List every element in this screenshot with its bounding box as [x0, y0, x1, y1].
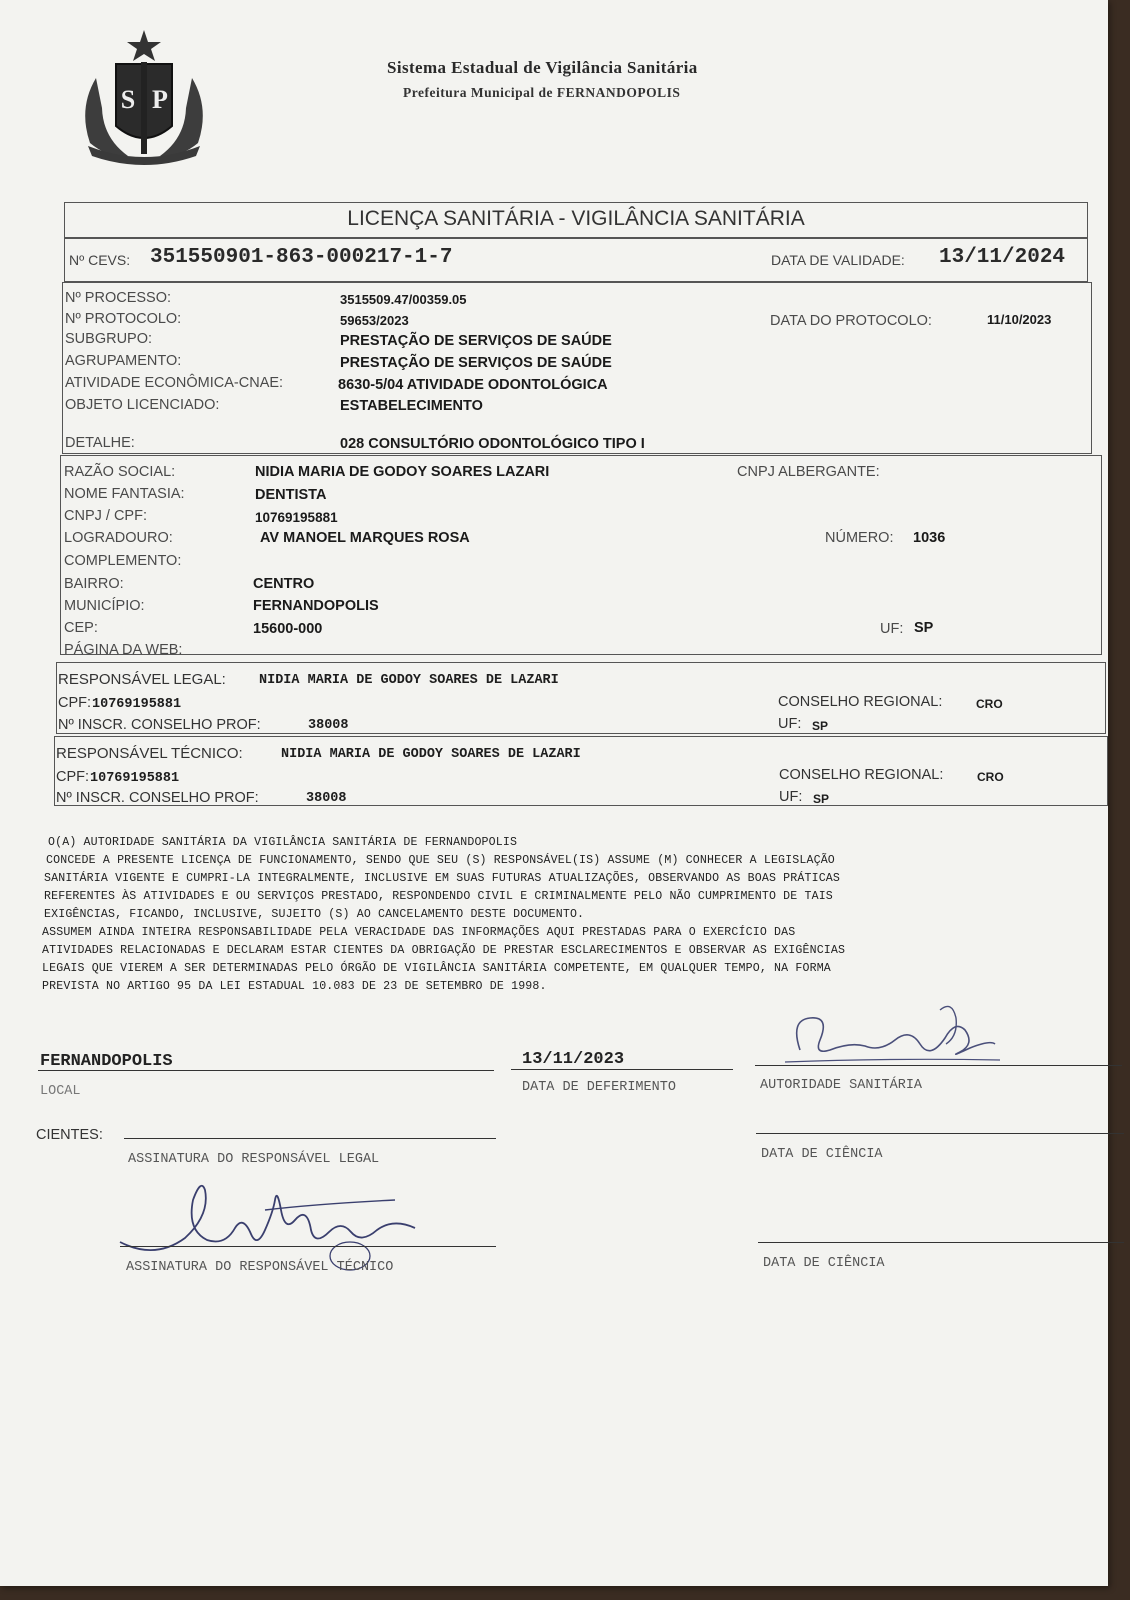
data-protocolo-value: 11/10/2023 — [987, 312, 1052, 327]
resp-legal-uf: SP — [812, 719, 829, 733]
validity-value: 13/11/2024 — [939, 246, 1066, 269]
cnpj-label: CNPJ / CPF: — [64, 508, 147, 524]
local-line — [38, 1070, 494, 1071]
validity-label: DATA DE VALIDADE: — [771, 252, 905, 268]
razao-label: RAZÃO SOCIAL: — [64, 464, 176, 480]
cevs-value: 351550901-863-000217-1-7 — [150, 246, 453, 269]
local-value: FERNANDOPOLIS — [40, 1052, 173, 1071]
municipio-value: FERNANDOPOLIS — [253, 598, 379, 614]
resp-tecnico-conselho: CRO — [977, 770, 1004, 784]
legal-line: EXIGÊNCIAS, FICANDO, INCLUSIVE, SUJEITO (S) AO CANCELAMENTO DESTE DOCUMENTO. — [44, 908, 585, 921]
processo-label: Nº PROCESSO: — [65, 290, 172, 306]
resp-tecnico-label: RESPONSÁVEL TÉCNICO: — [56, 745, 243, 762]
resp-legal-sign-label: ASSINATURA DO RESPONSÁVEL LEGAL — [128, 1152, 380, 1167]
resp-legal-inscr: 38008 — [308, 718, 349, 733]
logradouro-value: AV MANOEL MARQUES ROSA — [260, 530, 470, 546]
processo-value: 3515509.47/00359.05 — [340, 292, 467, 307]
legal-line: PREVISTA NO ARTIGO 95 DA LEI ESTADUAL 10.083 DE 23 DE SETEMBRO DE 1998. — [42, 980, 547, 993]
resp-tecnico-uf-label: UF: — [779, 789, 803, 805]
prefecture-title: Prefeitura Municipal de FERNANDOPOLIS — [403, 85, 681, 100]
deferimento-label: DATA DE DEFERIMENTO — [522, 1080, 676, 1095]
cep-value: 15600-000 — [253, 621, 323, 637]
legal-line: LEGAIS QUE VIEREM A SER DETERMINADAS PELO ÓRGÃO DE VIGILÂNCIA SANITÁRIA COMPETENTE, EM QUALQUER TEMPO, NA FORMA — [42, 962, 831, 975]
bairro-label: BAIRRO: — [64, 576, 124, 592]
fantasia-value: DENTISTA — [255, 487, 327, 503]
cnae-label: ATIVIDADE ECONÔMICA-CNAE: — [65, 375, 284, 391]
web-label: PÁGINA DA WEB: — [64, 642, 183, 658]
resp-legal-cpf-label: CPF: — [58, 695, 92, 711]
resp-legal-uf-label: UF: — [778, 716, 802, 732]
objeto-label: OBJETO LICENCIADO: — [65, 397, 220, 413]
cnpj-value: 10769195881 — [255, 510, 338, 525]
resp-tecnico-inscr-label: Nº INSCR. CONSELHO PROF: — [56, 790, 259, 806]
resp-tecnico-cpf: 10769195881 — [90, 771, 180, 786]
protocolo-value: 59653/2023 — [340, 313, 409, 328]
detalhe-value: 028 CONSULTÓRIO ODONTOLÓGICO TIPO I — [340, 436, 645, 452]
resp-legal-label: RESPONSÁVEL LEGAL: — [58, 671, 226, 688]
uf-label: UF: — [880, 621, 904, 637]
resp-legal-cpf: 10769195881 — [92, 697, 182, 712]
data-ciencia-label-1: DATA DE CIÊNCIA — [761, 1147, 883, 1162]
coat-letter-p: P — [152, 85, 168, 114]
detalhe-label: DETALHE: — [65, 435, 135, 451]
agrupamento-value: PRESTAÇÃO DE SERVIÇOS DE SAÚDE — [340, 355, 612, 371]
legal-line: ASSUMEM AINDA INTEIRA RESPONSABILIDADE PELA VERACIDADE DAS INFORMAÇÕES AQUI PRESTADAS PARA O EXERCÍCIO DAS — [42, 926, 796, 939]
uf-value: SP — [914, 620, 934, 636]
local-label: LOCAL — [40, 1084, 81, 1099]
resp-tecnico-sign-line — [120, 1246, 496, 1247]
resp-legal-conselho: CRO — [976, 697, 1003, 711]
sp-coat-of-arms-icon — [68, 28, 220, 168]
resp-tecnico-sign-label: ASSINATURA DO RESPONSÁVEL TÉCNICO — [126, 1260, 394, 1275]
legal-line: REFERENTES ÀS ATIVIDADES E OU SERVIÇOS PRESTADO, RESPONDENDO CIVIL E CRIMINALMENTE PELO NÃO CUMPRIMENTO DE TAIS — [44, 890, 833, 903]
resp-tecnico-conselho-label: CONSELHO REGIONAL: — [779, 767, 944, 783]
logradouro-label: LOGRADOURO: — [64, 530, 173, 546]
cientes-label: CIENTES: — [36, 1127, 103, 1143]
license-title: LICENÇA SANITÁRIA - VIGILÂNCIA SANITÁRIA — [347, 207, 805, 230]
subgrupo-label: SUBGRUPO: — [65, 331, 153, 347]
legal-line: CONCEDE A PRESENTE LICENÇA DE FUNCIONAMENTO, SENDO QUE SEU (S) RESPONSÁVEL(IS) ASSUME (M) CONHECER A LEGISLAÇÃO — [46, 854, 835, 867]
legal-line: ATIVIDADES RELACIONADAS E DECLARAM ESTAR CIENTES DA OBRIGAÇÃO DE PRESTAR ESCLARECIMENTOS E OBSERVAR AS EXIGÊNCIAS — [42, 944, 846, 957]
numero-label: NÚMERO: — [825, 530, 894, 546]
resp-tecnico-cpf-label: CPF: — [56, 769, 90, 785]
agrupamento-label: AGRUPAMENTO: — [65, 353, 182, 369]
resp-tecnico-inscr: 38008 — [306, 791, 347, 806]
resp-tecnico-uf: SP — [813, 792, 830, 806]
data-ciencia-label-2: DATA DE CIÊNCIA — [763, 1256, 885, 1271]
razao-value: NIDIA MARIA DE GODOY SOARES LAZARI — [255, 464, 550, 480]
bairro-value: CENTRO — [253, 576, 315, 592]
resp-tecnico-name: NIDIA MARIA DE GODOY SOARES DE LAZARI — [281, 747, 581, 762]
system-title: Sistema Estadual de Vigilância Sanitária — [387, 58, 698, 77]
protocolo-label: Nº PROTOCOLO: — [65, 311, 182, 327]
coat-letter-s: S — [120, 85, 136, 114]
cevs-label: Nº CEVS: — [69, 252, 131, 268]
license-title-box — [64, 202, 1088, 238]
data-ciencia-line-1 — [756, 1133, 1124, 1134]
autoridade-label: AUTORIDADE SANITÁRIA — [760, 1078, 923, 1093]
resp-legal-conselho-label: CONSELHO REGIONAL: — [778, 694, 943, 710]
complemento-label: COMPLEMENTO: — [64, 553, 182, 569]
establishment-box — [60, 455, 1102, 655]
objeto-value: ESTABELECIMENTO — [340, 398, 483, 414]
legal-line: O(A) AUTORIDADE SANITÁRIA DA VIGILÂNCIA SANITÁRIA DE FERNANDOPOLIS — [48, 836, 518, 849]
legal-line: SANITÁRIA VIGENTE E CUMPRI-LA INTEGRALMENTE, INCLUSIVE EM SUAS FUTURAS ATUALIZAÇÕES, OBSERVANDO AS BOAS PRÁTICAS — [44, 872, 841, 885]
data-protocolo-label: DATA DO PROTOCOLO: — [770, 313, 932, 329]
cnpj-albergante-label: CNPJ ALBERGANTE: — [737, 464, 880, 480]
cevs-box — [64, 238, 1088, 282]
resp-legal-sign-line — [124, 1138, 496, 1139]
data-ciencia-line-2 — [758, 1242, 1124, 1243]
authority-signature-icon — [770, 1000, 1010, 1080]
subgrupo-value: PRESTAÇÃO DE SERVIÇOS DE SAÚDE — [340, 333, 612, 349]
cnae-value: 8630-5/04 ATIVIDADE ODONTOLÓGICA — [338, 377, 608, 393]
numero-value: 1036 — [913, 530, 946, 546]
deferimento-line — [511, 1069, 733, 1070]
resp-legal-inscr-label: Nº INSCR. CONSELHO PROF: — [58, 717, 261, 733]
deferimento-value: 13/11/2023 — [522, 1050, 625, 1069]
municipio-label: MUNICÍPIO: — [64, 598, 145, 614]
fantasia-label: NOME FANTASIA: — [64, 486, 185, 502]
resp-legal-name: NIDIA MARIA DE GODOY SOARES DE LAZARI — [259, 673, 559, 688]
cep-label: CEP: — [64, 620, 98, 636]
